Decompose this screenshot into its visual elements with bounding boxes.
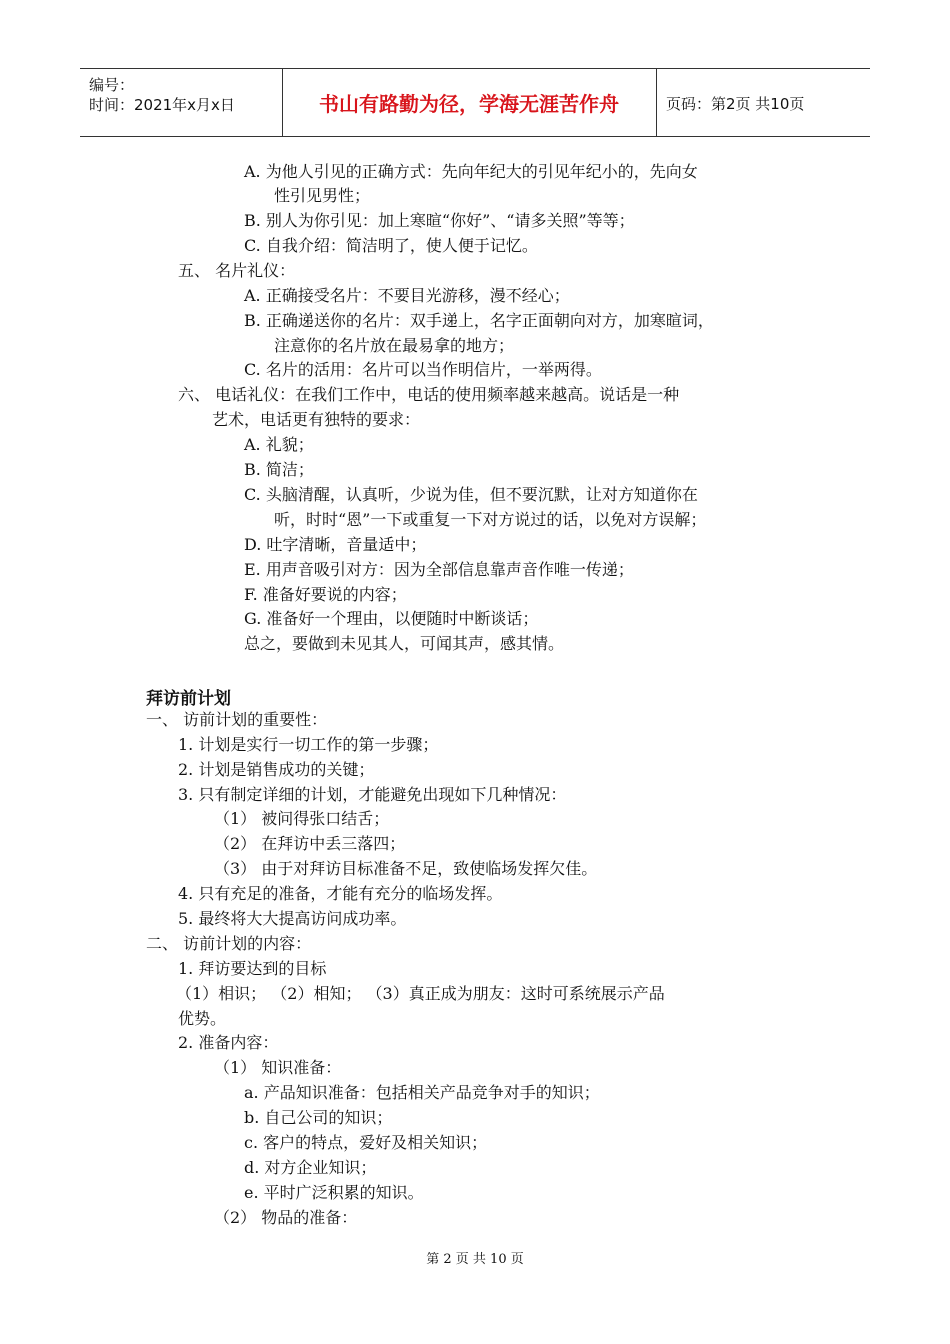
text-line: B. 别人为你引见：加上寒暄“你好”、“请多关照”等等； [244, 211, 635, 230]
text-line: 一、 访前计划的重要性： [146, 710, 328, 729]
text-line: b. 自己公司的知识； [244, 1108, 393, 1127]
page-header [80, 68, 870, 137]
page-indicator: 页码：第2页 共10页 [666, 95, 805, 113]
text-line: 1. 拜访要达到的目标 [178, 959, 327, 978]
text-line: D. 吐字清晰，音量适中； [244, 535, 427, 554]
section-title: 拜访前计划 [146, 689, 231, 709]
text-line: （1）相识； （2）相知； （3）真正成为朋友：这时可系统展示产品 [176, 984, 665, 1003]
text-line: E. 用声音吸引对方：因为全部信息靠声音作唯一传递； [244, 560, 634, 579]
text-line: （3） 由于对拜访目标准备不足，致使临场发挥欠佳。 [214, 859, 598, 878]
serial-label: 编号： [89, 76, 135, 94]
text-line: 性引见男性； [274, 186, 371, 205]
header-divider [656, 69, 657, 136]
text-line: a. 产品知识准备：包括相关产品竞争对手的知识； [244, 1083, 600, 1102]
text-line: 二、 访前计划的内容： [146, 934, 312, 953]
text-line: C. 自我介绍：简洁明了，使人便于记忆。 [244, 236, 538, 255]
text-line: C. 头脑清醒，认真听，少说为佳，但不要沉默，让对方知道你在 [244, 485, 698, 504]
text-line: （1） 被问得张口结舌； [214, 809, 390, 828]
text-line: 2. 计划是销售成功的关键； [178, 760, 375, 779]
text-line: A. 为他人引见的正确方式：先向年纪大的引见年纪小的，先向女 [244, 162, 698, 181]
text-line: 艺术，电话更有独特的要求： [212, 410, 421, 429]
text-line: 注意你的名片放在最易拿的地方； [274, 336, 515, 355]
text-line: （2） 在拜访中丢三落四； [214, 834, 406, 853]
text-line: A. 礼貌； [244, 435, 314, 454]
text-line: 听，时时“恩”一下或重复一下对方说过的话，以免对方误解； [274, 510, 707, 529]
text-line: 六、 电话礼仪：在我们工作中，电话的使用频率越来越高。说话是一种 [178, 385, 680, 404]
text-line: 优势。 [178, 1009, 227, 1028]
text-line: c. 客户的特点，爱好及相关知识； [244, 1133, 488, 1152]
date-label: 时间：2021年x月x日 [89, 96, 235, 114]
text-line: 4. 只有充足的准备，才能有充分的临场发挥。 [178, 884, 503, 903]
header-motto: 书山有路勤为径，学海无涯苦作舟 [319, 92, 619, 116]
text-line: （1） 知识准备： [214, 1058, 342, 1077]
text-line: 5. 最终将大大提高访问成功率。 [178, 909, 407, 928]
page-footer: 第 2 页 共 10 页 [426, 1252, 524, 1267]
text-line: （2） 物品的准备： [214, 1208, 358, 1227]
text-line: A. 正确接受名片：不要目光游移，漫不经心； [244, 286, 570, 305]
text-line: 2. 准备内容： [178, 1033, 279, 1052]
text-line: B. 正确递送你的名片：双手递上，名字正面朝向对方，加寒暄词， [244, 311, 714, 330]
text-line: F. 准备好要说的内容； [244, 585, 407, 604]
text-line: 总之，要做到未见其人，可闻其声，感其情。 [244, 634, 565, 653]
text-line: C. 名片的活用：名片可以当作明信片，一举两得。 [244, 360, 602, 379]
text-line: B. 简洁； [244, 460, 314, 479]
text-line: e. 平时广泛积累的知识。 [244, 1183, 424, 1202]
text-line: 五、 名片礼仪： [178, 261, 296, 280]
text-line: 3. 只有制定详细的计划，才能避免出现如下几种情况： [178, 785, 567, 804]
text-line: 1. 计划是实行一切工作的第一步骤； [178, 735, 439, 754]
text-line: d. 对方企业知识； [244, 1158, 377, 1177]
text-line: G. 准备好一个理由，以便随时中断谈话； [244, 609, 539, 628]
